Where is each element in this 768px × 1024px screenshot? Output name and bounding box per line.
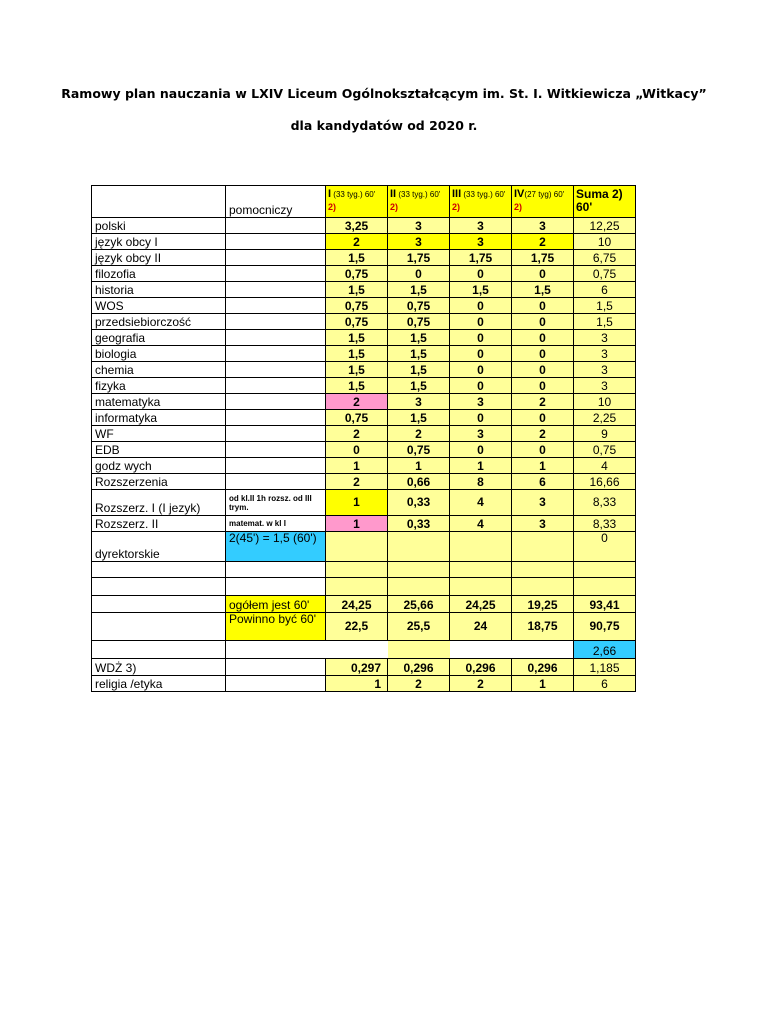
empty-cell	[226, 641, 326, 659]
helper-cell	[226, 266, 326, 282]
empty-cell	[326, 578, 388, 596]
empty-cell	[450, 578, 512, 596]
value-cell: 0	[512, 330, 574, 346]
subject-name: przedsiebiorczość	[92, 314, 226, 330]
empty-cell	[388, 578, 450, 596]
value-cell	[326, 532, 388, 562]
value-cell: 2	[512, 394, 574, 410]
value-cell: 0	[512, 410, 574, 426]
helper-cell	[226, 426, 326, 442]
empty-cell	[512, 562, 574, 578]
helper-cell	[226, 250, 326, 266]
helper-cell	[226, 330, 326, 346]
table-row	[92, 234, 636, 250]
table-row	[92, 676, 636, 692]
value-cell: 3	[450, 394, 512, 410]
subject-name: WOS	[92, 298, 226, 314]
sum-cell: 10	[574, 234, 636, 250]
sum-cell: 3	[574, 346, 636, 362]
value-cell: 0,75	[326, 298, 388, 314]
table-row	[92, 596, 636, 613]
value-cell: 2	[326, 474, 388, 490]
value-cell: 1,5	[326, 282, 388, 298]
subject-name: WF	[92, 426, 226, 442]
sum-cell: 2,25	[574, 410, 636, 426]
value-cell: 24,25	[326, 596, 388, 613]
value-cell: 2	[326, 234, 388, 250]
empty-cell	[450, 641, 512, 659]
value-cell: 1,5	[388, 330, 450, 346]
empty-cell	[574, 578, 636, 596]
value-cell: 0,75	[388, 298, 450, 314]
sum-cell: 4	[574, 458, 636, 474]
value-cell: 4	[450, 516, 512, 532]
table-row	[92, 532, 636, 562]
subject-name: geografia	[92, 330, 226, 346]
helper-cell	[226, 676, 326, 692]
subject-name: matematyka	[92, 394, 226, 410]
helper-cell	[226, 298, 326, 314]
value-cell: 0	[450, 346, 512, 362]
value-cell: 25,5	[388, 613, 450, 641]
value-cell: 19,25	[512, 596, 574, 613]
value-cell: 2	[512, 234, 574, 250]
value-cell: 1,75	[388, 250, 450, 266]
value-cell: 3	[512, 218, 574, 234]
header-subject-cell	[92, 186, 226, 218]
value-cell: 0,296	[450, 659, 512, 676]
value-cell: 3,25	[326, 218, 388, 234]
subject-name: filozofia	[92, 266, 226, 282]
value-cell: 2	[326, 394, 388, 410]
value-cell: 1,75	[450, 250, 512, 266]
value-cell: 24,25	[450, 596, 512, 613]
subject-name: język obcy I	[92, 234, 226, 250]
value-cell: 25,66	[388, 596, 450, 613]
value-cell: 0,75	[388, 442, 450, 458]
helper-cell	[226, 218, 326, 234]
value-cell: 3	[512, 490, 574, 516]
value-cell: 1,5	[450, 282, 512, 298]
helper-cell	[226, 346, 326, 362]
table-row	[92, 298, 636, 314]
empty-cell	[512, 641, 574, 659]
subject-name: EDB	[92, 442, 226, 458]
value-cell: 2	[388, 676, 450, 692]
helper-cell	[226, 282, 326, 298]
empty-cell	[388, 562, 450, 578]
helper-cell	[226, 362, 326, 378]
sum-cell: 10	[574, 394, 636, 410]
table-row	[92, 362, 636, 378]
value-cell: 1,5	[388, 378, 450, 394]
sum-cell: 16,66	[574, 474, 636, 490]
helper-cell	[226, 659, 326, 676]
value-cell: 0,33	[388, 490, 450, 516]
helper-cell	[226, 442, 326, 458]
value-cell: 2	[512, 426, 574, 442]
empty-cell	[92, 578, 226, 596]
helper-cell: Powinno być 60'	[226, 613, 326, 641]
empty-cell	[92, 596, 226, 613]
subject-name: historia	[92, 282, 226, 298]
value-cell: 0,66	[388, 474, 450, 490]
sum-cell: 3	[574, 362, 636, 378]
value-cell: 1,5	[326, 250, 388, 266]
value-cell: 3	[388, 234, 450, 250]
table-row	[92, 490, 636, 516]
subject-name: dyrektorskie	[92, 532, 226, 562]
value-cell: 0,75	[326, 410, 388, 426]
subject-name: fizyka	[92, 378, 226, 394]
value-cell: 1,5	[326, 378, 388, 394]
subject-name: polski	[92, 218, 226, 234]
empty-cell	[92, 613, 226, 641]
value-cell: 24	[450, 613, 512, 641]
empty-cell	[226, 562, 326, 578]
sum-cell: 8,33	[574, 516, 636, 532]
helper-cell	[226, 378, 326, 394]
value-cell: 3	[450, 234, 512, 250]
value-cell: 1	[326, 676, 388, 692]
value-cell: 0	[450, 378, 512, 394]
header-sum: Suma 2) 60'	[574, 186, 636, 218]
value-cell: 0	[512, 314, 574, 330]
sum-cell: 1,185	[574, 659, 636, 676]
sum-cell: 1,5	[574, 314, 636, 330]
difference-cell: 2,66	[574, 641, 636, 659]
value-cell: 1	[512, 458, 574, 474]
value-cell: 0	[512, 362, 574, 378]
value-cell	[388, 532, 450, 562]
table-row	[92, 410, 636, 426]
value-cell: 0,75	[326, 314, 388, 330]
value-cell: 0,75	[388, 314, 450, 330]
value-cell: 3	[388, 218, 450, 234]
empty-cell	[574, 562, 636, 578]
table-row	[92, 659, 636, 676]
value-cell: 22,5	[326, 613, 388, 641]
sum-cell: 0	[574, 532, 636, 562]
table-row	[92, 218, 636, 234]
value-cell: 0	[388, 266, 450, 282]
sum-cell: 12,25	[574, 218, 636, 234]
document-title: Ramowy plan nauczania w LXIV Liceum Ogólnokształcącym im. St. I. Witkiewicza „Witkacy”	[61, 86, 707, 101]
table-row	[92, 378, 636, 394]
value-cell: 0	[450, 298, 512, 314]
value-cell: 0	[450, 362, 512, 378]
value-cell: 1,5	[326, 346, 388, 362]
subject-name: informatyka	[92, 410, 226, 426]
header-year-3: III (33 tyg.) 60' 2)	[450, 186, 512, 218]
value-cell: 0	[512, 298, 574, 314]
sum-cell: 93,41	[574, 596, 636, 613]
helper-cell	[226, 234, 326, 250]
subject-name: WDŻ 3)	[92, 659, 226, 676]
subject-name: religia /etyka	[92, 676, 226, 692]
value-cell: 0	[450, 442, 512, 458]
value-cell	[450, 532, 512, 562]
value-cell: 1,5	[388, 346, 450, 362]
helper-cell	[226, 474, 326, 490]
sum-cell: 0,75	[574, 442, 636, 458]
sum-cell: 8,33	[574, 490, 636, 516]
empty-cell	[92, 641, 226, 659]
value-cell: 0,296	[512, 659, 574, 676]
table-row	[92, 613, 636, 641]
empty-cell	[512, 578, 574, 596]
value-cell: 3	[450, 218, 512, 234]
value-cell: 0,296	[388, 659, 450, 676]
sum-cell: 6	[574, 282, 636, 298]
table-row	[92, 394, 636, 410]
value-cell: 3	[512, 516, 574, 532]
table-row	[92, 250, 636, 266]
table-row	[92, 266, 636, 282]
value-cell: 0,75	[326, 266, 388, 282]
table-row	[92, 578, 636, 596]
helper-cell	[226, 458, 326, 474]
value-cell: 1	[326, 516, 388, 532]
empty-cell	[326, 641, 388, 659]
value-cell: 2	[326, 426, 388, 442]
empty-cell	[226, 578, 326, 596]
table-row	[92, 458, 636, 474]
value-cell: 2	[388, 426, 450, 442]
table-row	[92, 474, 636, 490]
header-helper: pomocniczy	[226, 186, 326, 218]
value-cell: 1,5	[326, 362, 388, 378]
sum-cell: 6	[574, 676, 636, 692]
sum-cell: 3	[574, 330, 636, 346]
value-cell: 0	[326, 442, 388, 458]
sum-cell: 90,75	[574, 613, 636, 641]
value-cell: 18,75	[512, 613, 574, 641]
value-cell: 2	[450, 676, 512, 692]
value-cell: 1	[512, 676, 574, 692]
value-cell: 1,5	[388, 362, 450, 378]
table-row	[92, 282, 636, 298]
value-cell: 1	[388, 458, 450, 474]
value-cell: 0	[512, 266, 574, 282]
helper-cell	[226, 410, 326, 426]
table-row	[92, 442, 636, 458]
header-year-2: II (33 tyg.) 60' 2)	[388, 186, 450, 218]
value-cell: 8	[450, 474, 512, 490]
value-cell: 0	[450, 266, 512, 282]
subject-name: Rozszerz. II	[92, 516, 226, 532]
value-cell: 1,5	[388, 410, 450, 426]
value-cell: 0,33	[388, 516, 450, 532]
document-subtitle: dla kandydatów od 2020 r.	[290, 118, 478, 133]
header-year-4: IV(27 tyg) 60' 2)	[512, 186, 574, 218]
subject-name: Rozszerzenia	[92, 474, 226, 490]
table-row	[92, 314, 636, 330]
value-cell	[512, 532, 574, 562]
table-row	[92, 641, 636, 659]
value-cell: 0	[450, 410, 512, 426]
empty-cell	[388, 641, 450, 659]
subject-name: chemia	[92, 362, 226, 378]
value-cell: 0	[512, 346, 574, 362]
table-row	[92, 346, 636, 362]
empty-cell	[326, 562, 388, 578]
header-row	[92, 186, 636, 218]
table-row	[92, 562, 636, 578]
value-cell: 0,297	[326, 659, 388, 676]
table-row	[92, 516, 636, 532]
subject-name: język obcy II	[92, 250, 226, 266]
subject-name: godz wych	[92, 458, 226, 474]
value-cell: 4	[450, 490, 512, 516]
subject-name: biologia	[92, 346, 226, 362]
helper-cell: 2(45') = 1,5 (60')	[226, 532, 326, 562]
helper-cell	[226, 314, 326, 330]
value-cell: 1	[326, 458, 388, 474]
value-cell: 0	[512, 442, 574, 458]
helper-cell	[226, 394, 326, 410]
value-cell: 3	[388, 394, 450, 410]
helper-cell: ogółem jest 60'	[226, 596, 326, 613]
subject-name: Rozszerz. I (I jezyk)	[92, 490, 226, 516]
sum-cell: 3	[574, 378, 636, 394]
value-cell: 1	[450, 458, 512, 474]
value-cell: 1,5	[388, 282, 450, 298]
header-year-1: I (33 tyg.) 60' 2)	[326, 186, 388, 218]
table-row	[92, 426, 636, 442]
value-cell: 0	[450, 330, 512, 346]
value-cell: 3	[450, 426, 512, 442]
sum-cell: 0,75	[574, 266, 636, 282]
value-cell: 1,5	[512, 282, 574, 298]
helper-cell: matemat. w kl I	[226, 516, 326, 532]
value-cell: 1,75	[512, 250, 574, 266]
value-cell: 0	[450, 314, 512, 330]
sum-cell: 9	[574, 426, 636, 442]
value-cell: 0	[512, 378, 574, 394]
curriculum-table	[91, 185, 636, 692]
table-row	[92, 330, 636, 346]
empty-cell	[92, 562, 226, 578]
sum-cell: 1,5	[574, 298, 636, 314]
empty-cell	[450, 562, 512, 578]
value-cell: 1,5	[326, 330, 388, 346]
helper-cell: od kl.II 1h rozsz. od III trym.	[226, 490, 326, 516]
sum-cell: 6,75	[574, 250, 636, 266]
value-cell: 1	[326, 490, 388, 516]
value-cell: 6	[512, 474, 574, 490]
